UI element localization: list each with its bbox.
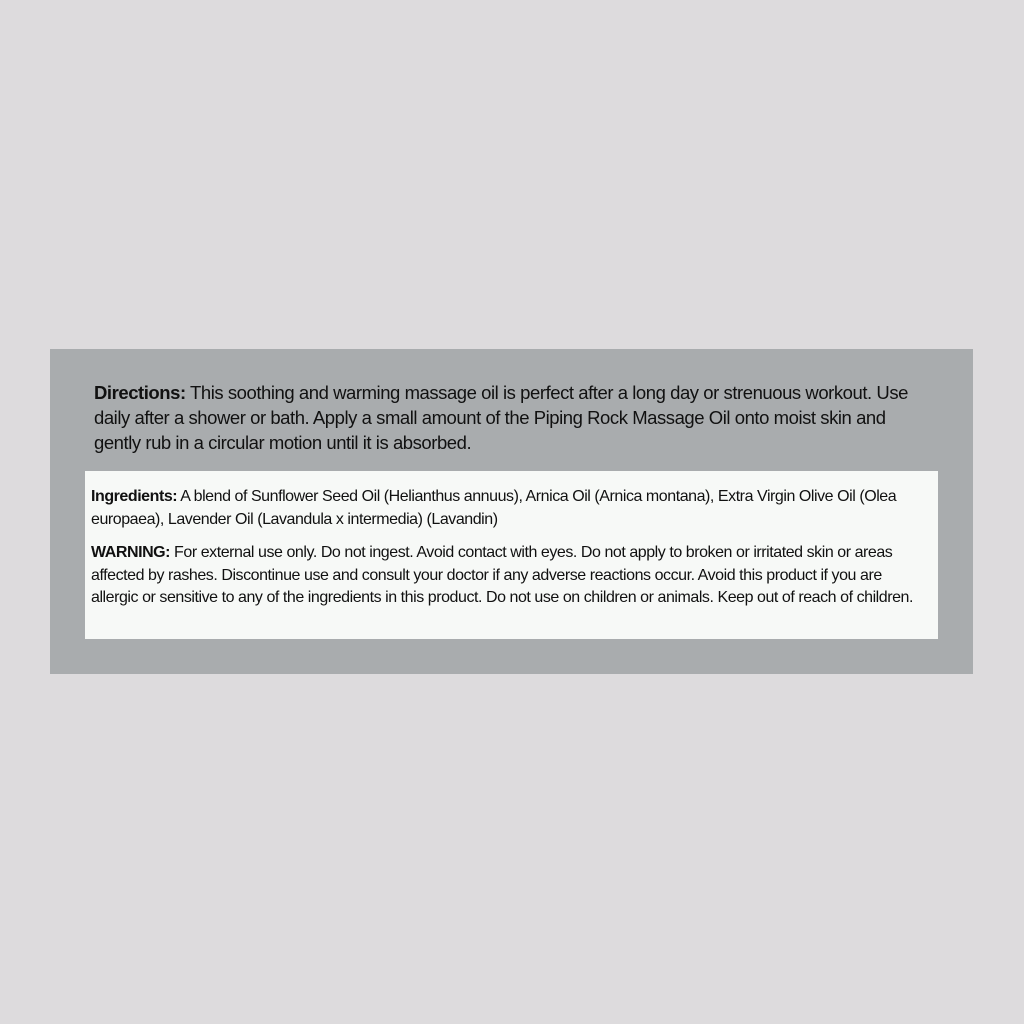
directions-label: Directions: [94, 382, 186, 403]
ingredients-warning-box [85, 471, 938, 639]
directions-text: This soothing and warming massage oil is perfect after a long day or strenuous workout. Use daily after a shower or bath. Apply a small amount of the Piping Rock Massage Oil onto moist skin and gently rub in a circular motion until it is absorbed. [94, 382, 908, 453]
product-label-panel [50, 349, 973, 674]
warning-paragraph [91, 542, 924, 610]
ingredients-paragraph [91, 486, 924, 531]
ingredients-label: Ingredients: [91, 488, 178, 505]
directions-paragraph [94, 380, 934, 455]
ingredients-text: A blend of Sunflower Seed Oil (Helianthus annuus), Arnica Oil (Arnica montana), Extra Virgin Olive Oil (Olea europaea), Lavender Oil (Lavandula x intermedia) (Lavandin) [91, 488, 897, 528]
warning-label: WARNING: [91, 544, 171, 561]
warning-text: For external use only. Do not ingest. Avoid contact with eyes. Do not apply to broken or irritated skin or areas affected by rashes. Discontinue use and consult your doctor if any adverse reactions occur. Avoid this product if you are allergic or sensitive to any of the ingredients in this product. Do not use on children or animals. Keep out of reach of children. [91, 544, 913, 606]
